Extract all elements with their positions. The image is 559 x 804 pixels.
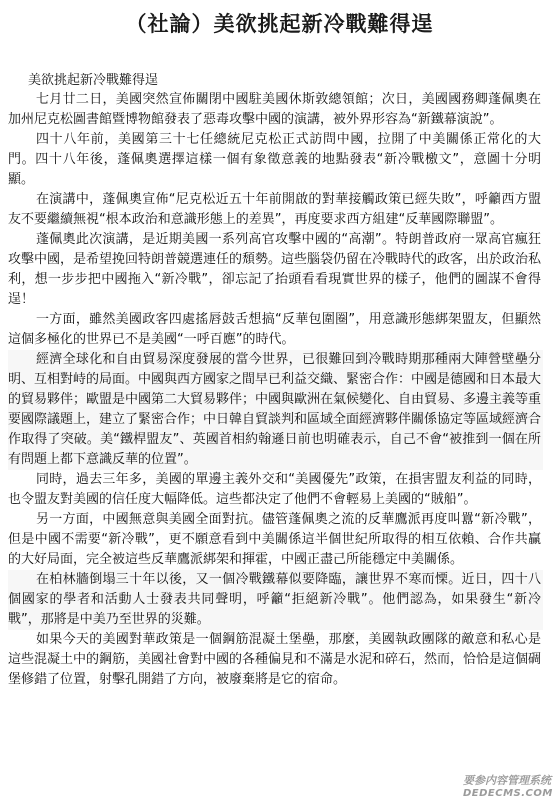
paragraph-2: 四十八年前，美國第三十七任總統尼克松正式訪問中國，拉開了中美關係正常化的大門。四十八年後，蓬佩奧選擇這樣一個有象徵意義的地點發表“新冷戰檄文”，意圖十分明顯。 xyxy=(8,132,541,187)
watermark-site-name: 要参内容管理系统 xyxy=(463,774,551,787)
paragraph-9: 在柏林牆倒塌三十年以後，又一個冷戰鐵幕似要降臨，讓世界不寒而慄。近日，四十八個國家的學者和活動人士發表共同聲明，呼籲“拒絕新冷戰”。他們認為，如果發生“新冷戰”，那將是中美乃至世界的災難。 xyxy=(8,570,543,630)
paragraph-10: 如果今天的美國對華政策是一個鋼筋混凝土堡壘，那麼，美國執政團隊的敵意和私心是這些混凝土中的鋼筋，美國社會對中國的各種偏見和不滿是水泥和碎石，然而，恰恰是這個碉堡修錯了位置，射擊孔開錯了方向，被廢棄將是它的宿命。 xyxy=(8,632,542,687)
paragraph-6: 經濟全球化和自由貿易深度發展的當今世界，已很難回到冷戰時期那種兩大陣營壁壘分明、互相對峙的局面。中國與西方國家之間早已利益交織、緊密合作：中國是德國和日本最大的貿易夥伴；歐盟是中國第二大貿易夥伴；中國與歐洲在氣候變化、自由貿易、多邊主義等重要國際議題上，建立了緊密合作；中日韓自貿談判和區域全面經濟夥伴關係協定等區域經濟合作取得了突破。美“鐵桿盟友”、英國首相約翰遜日前也明確表示，自己不會“被推到一個在所有問題上都下意識反華的位置”。 xyxy=(8,350,543,470)
editorial-headline: （社論）美欲挑起新冷戰難得逞 xyxy=(125,12,434,36)
paragraph-8: 另一方面，中國無意與美國全面對抗。儘管蓬佩奧之流的反華鷹派再度叫囂“新冷戰”，但是中國不需要“新冷戰”，更不願意看到中美關係這半個世紀所取得的相互依賴、合作共贏的大好局面，完全被這些反華鷹派綁架和揮霍，中國正盡己所能穩定中美關係。 xyxy=(8,512,541,567)
paragraph-5: 一方面，雖然美國政客四處搖唇鼓舌想搞“反華包圍圈”，用意識形態綁架盟友，但顯然這個多極化的世界已不是美國“一呼百應”的時代。 xyxy=(8,312,541,347)
paragraph-7: 同時，過去三年多，美國的單邊主義外交和“美國優先”政策，在損害盟友利益的同時，也令盟友對美國的信任度大幅降低。這些都決定了他們不會輕易上美國的“賊船”。 xyxy=(8,472,541,507)
paragraph-3: 在演講中，蓬佩奧宣佈“尼克松近五十年前開啟的對華接觸政策已經失敗”，呼籲西方盟友不要繼續無視“根本政治和意識形態上的差異”，再度要求西方組建“反華國際聯盟”。 xyxy=(8,192,541,227)
watermark-url: DEDECMS.COM xyxy=(463,788,553,799)
article-body xyxy=(8,71,543,690)
paragraph-1: 七月廿二日，美國突然宣佈關閉中國駐美國休斯敦總領館；次日，美國國務卿蓬佩奧在加州尼克松圖書館暨博物館發表了惡毒攻擊中國的演講，被外界形容為“新鐵幕演說”。 xyxy=(8,92,541,127)
article-subtitle: 美欲挑起新冷戰難得逞 xyxy=(28,73,159,88)
site-watermark xyxy=(463,774,555,800)
paragraph-4: 蓬佩奧此次演講，是近期美國一系列高官攻擊中國的“高潮”。特朗普政府一眾高官瘋狂攻擊中國，是希望挽回特朗普競選連任的頹勢。這些腦袋仍留在冷戰時代的政客，出於政治私利，想一步步把中國拖入“新冷戰”，卻忘記了抬頭看看現實世界的樣子，他們的圖謀不會得逞！ xyxy=(8,232,542,307)
